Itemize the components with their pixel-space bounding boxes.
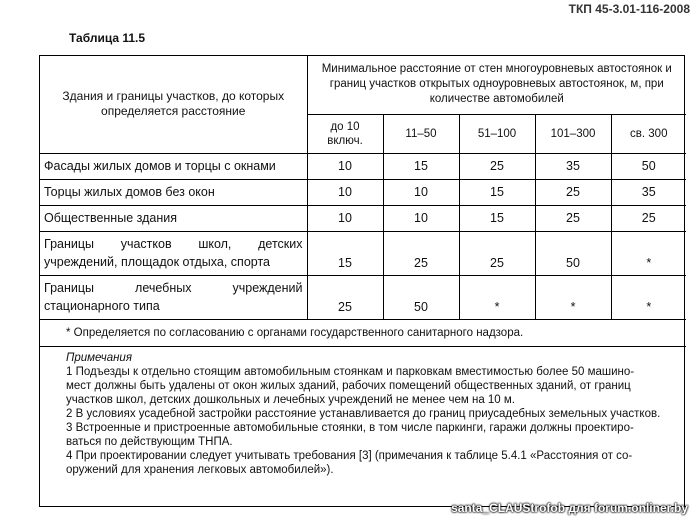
table-cell: 25: [459, 153, 535, 179]
table-cell: *: [611, 231, 686, 275]
table-cell: 15: [307, 231, 383, 275]
table-cell: 25: [611, 205, 686, 231]
table-cell: 10: [383, 179, 459, 205]
column-header: 11–50: [383, 114, 459, 153]
table-frame: [39, 55, 685, 507]
table-row: [40, 231, 686, 275]
row-label: Границы лечебных учреждений стационарного типа: [40, 275, 307, 319]
row-label: Общественные здания: [40, 205, 307, 231]
row-label: Торцы жилых домов без окон: [40, 179, 307, 205]
table-cell: 10: [383, 205, 459, 231]
distance-table: [40, 56, 686, 507]
note-line: 4 При проектировании следует учитывать требования [3] (примечания к таблице 5.4.1 «Расстояния от со-: [66, 449, 633, 462]
notes-title: Примечания: [66, 351, 132, 364]
table-cell: 25: [459, 231, 535, 275]
table-cell: 10: [307, 179, 383, 205]
column-header: св. 300: [611, 114, 686, 153]
table-cell: 25: [535, 205, 611, 231]
table-cell: 50: [611, 153, 686, 179]
note-line: 1 Подъезды к отдельно стоящим автомобильным стоянкам и парковкам вместимостью более 50 машино-: [66, 365, 635, 378]
note-line: 3 Встроенные и пристроенные автомобильные стоянки, в том числе паркинги, гаражи должны проектиро-: [66, 421, 634, 434]
table-cell: 50: [535, 231, 611, 275]
column-header: 101–300: [535, 114, 611, 153]
table-cell: 35: [535, 153, 611, 179]
table-caption: Таблица 11.5: [69, 31, 146, 45]
table-cell: 25: [535, 179, 611, 205]
table-row: [40, 179, 686, 205]
column-header: до 10 включ.: [307, 114, 383, 153]
table-cell: *: [459, 275, 535, 319]
row-label: Границы участков школ, детских учреждений, площадок отдыха, спорта: [40, 231, 307, 275]
notes-section: [40, 346, 686, 506]
table-cell: *: [611, 275, 686, 319]
table-cell: 15: [459, 205, 535, 231]
table-cell: 25: [383, 231, 459, 275]
watermark: santa_CLAUStrofob для forum.onliner.by: [451, 501, 688, 515]
table-cell: 10: [307, 153, 383, 179]
table-cell: 15: [383, 153, 459, 179]
note-line: 2 В условиях усадебной застройки расстояние устанавливается до границ приусадебных земельных участков.: [66, 407, 661, 420]
note-line: ваться по действующим ТНПА.: [66, 435, 233, 448]
table-cell: 10: [307, 205, 383, 231]
table-cell: *: [535, 275, 611, 319]
header-buildings: Здания и границы участков, до которых определяется расстояние: [40, 56, 307, 153]
table-cell: 50: [383, 275, 459, 319]
table-cell: 15: [459, 179, 535, 205]
table-row: [40, 153, 686, 179]
note-line: мест должны быть удалены от окон жилых зданий, рабочих помещений общественных зданий, от границ: [66, 379, 631, 392]
column-header: 51–100: [459, 114, 535, 153]
note-line: оружений для хранения легковых автомобилей»).: [66, 463, 334, 476]
table-cell: 25: [307, 275, 383, 319]
note-line: участков школ, детских дошкольных и лечебных учреждений не менее чем на 10 м.: [66, 393, 515, 406]
table-cell: 35: [611, 179, 686, 205]
table-row: [40, 275, 686, 319]
table-row: [40, 205, 686, 231]
header-min-distance: Минимальное расстояние от стен многоуровневых автостоянок и границ участков открытых одноуровневых автостоянок, м, при количестве автомобилей: [307, 56, 686, 114]
document-code: ТКП 45-3.01-116-2008: [568, 2, 690, 16]
table-footnote: * Определяется по согласованию с органами государственного санитарного надзора.: [40, 319, 686, 346]
row-label: Фасады жилых домов и торцы с окнами: [40, 153, 307, 179]
